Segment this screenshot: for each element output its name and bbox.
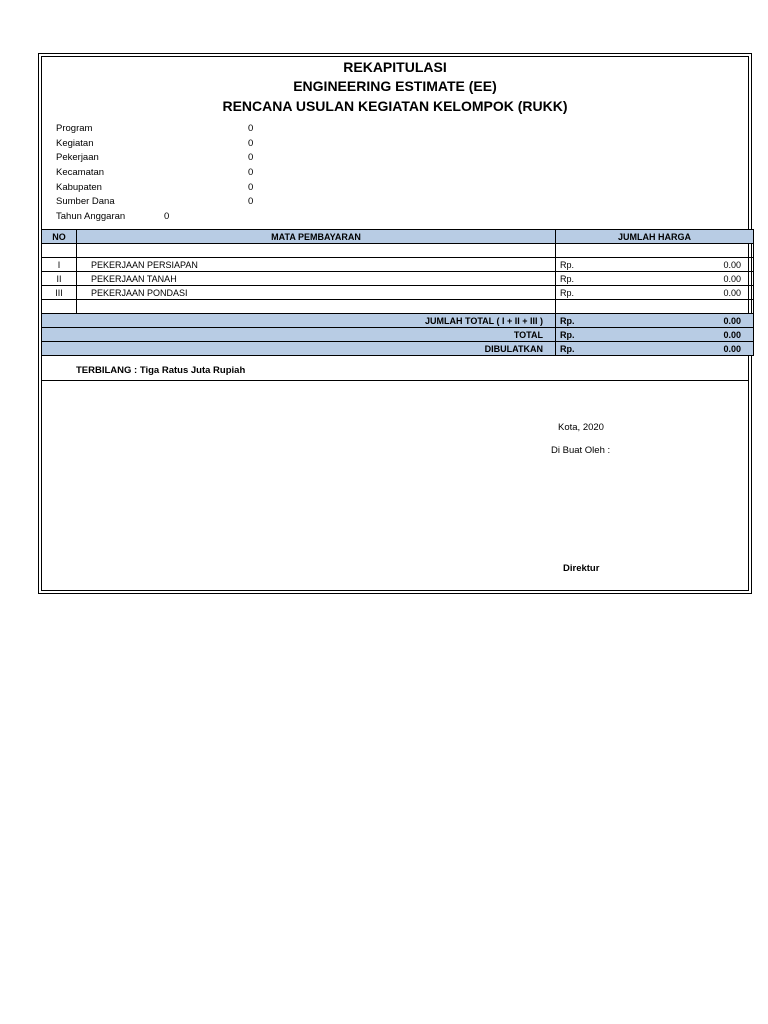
summary-label: TOTAL — [42, 328, 556, 342]
info-label-tahun-anggaran: Tahun Anggaran — [56, 211, 126, 222]
row-no: III — [42, 286, 77, 300]
row-no: I — [42, 258, 77, 272]
row-desc: PEKERJAAN PONDASI — [77, 286, 556, 300]
summary-row-total — [42, 328, 754, 342]
signature-made-by: Di Buat Oleh : — [551, 445, 611, 456]
document-frame — [41, 56, 749, 591]
row-amount: 0.00 — [579, 258, 754, 272]
summary-label: JUMLAH TOTAL ( I + II + III ) — [42, 314, 556, 328]
table-row — [42, 258, 754, 272]
document-sheet — [38, 53, 752, 594]
summary-row-jumlah-total — [42, 314, 754, 328]
info-label-program: Program — [56, 123, 93, 134]
header-no: NO — [42, 230, 77, 244]
info-value-program: 0 — [248, 123, 254, 134]
table-row — [42, 286, 754, 300]
summary-amount: 0.00 — [579, 342, 754, 356]
header-mata-pembayaran: MATA PEMBAYARAN — [77, 230, 556, 244]
summary-currency: Rp. — [556, 342, 579, 356]
info-label-kabupaten: Kabupaten — [56, 182, 102, 193]
table-row — [42, 272, 754, 286]
spacer-row — [42, 300, 754, 314]
info-value-kabupaten: 0 — [248, 182, 254, 193]
row-currency: Rp. — [556, 286, 579, 300]
payment-table — [41, 229, 754, 356]
table-header-row — [42, 230, 754, 244]
info-value-sumber-dana: 0 — [248, 196, 254, 207]
summary-amount: 0.00 — [579, 328, 754, 342]
row-amount: 0.00 — [579, 272, 754, 286]
title-rekapitulasi: REKAPITULASI — [343, 59, 447, 75]
info-value-tahun-anggaran: 0 — [164, 211, 170, 222]
title-rukk: RENCANA USULAN KEGIATAN KELOMPOK (RUKK) — [222, 98, 568, 114]
summary-row-dibulatkan — [42, 342, 754, 356]
row-no: II — [42, 272, 77, 286]
terbilang-text: TERBILANG : Tiga Ratus Juta Rupiah — [76, 365, 246, 376]
info-value-pekerjaan: 0 — [248, 152, 254, 163]
row-currency: Rp. — [556, 272, 579, 286]
header-jumlah-harga: JUMLAH HARGA — [556, 230, 754, 244]
summary-currency: Rp. — [556, 328, 579, 342]
summary-label: DIBULATKAN — [42, 342, 556, 356]
row-desc: PEKERJAAN PERSIAPAN — [77, 258, 556, 272]
spacer-row — [42, 244, 754, 258]
summary-amount: 0.00 — [579, 314, 754, 328]
info-value-kecamatan: 0 — [248, 167, 254, 178]
signature-title: Direktur — [563, 563, 600, 574]
row-desc: PEKERJAAN TANAH — [77, 272, 556, 286]
signature-place-date: Kota, 2020 — [558, 422, 604, 433]
title-engineering-estimate: ENGINEERING ESTIMATE (EE) — [293, 78, 497, 94]
info-label-pekerjaan: Pekerjaan — [56, 152, 99, 163]
section-divider — [42, 380, 748, 381]
summary-currency: Rp. — [556, 314, 579, 328]
info-label-sumber-dana: Sumber Dana — [56, 196, 115, 207]
info-value-kegiatan: 0 — [248, 138, 254, 149]
info-label-kecamatan: Kecamatan — [56, 167, 105, 178]
row-amount: 0.00 — [579, 286, 754, 300]
row-currency: Rp. — [556, 258, 579, 272]
info-label-kegiatan: Kegiatan — [56, 138, 94, 149]
